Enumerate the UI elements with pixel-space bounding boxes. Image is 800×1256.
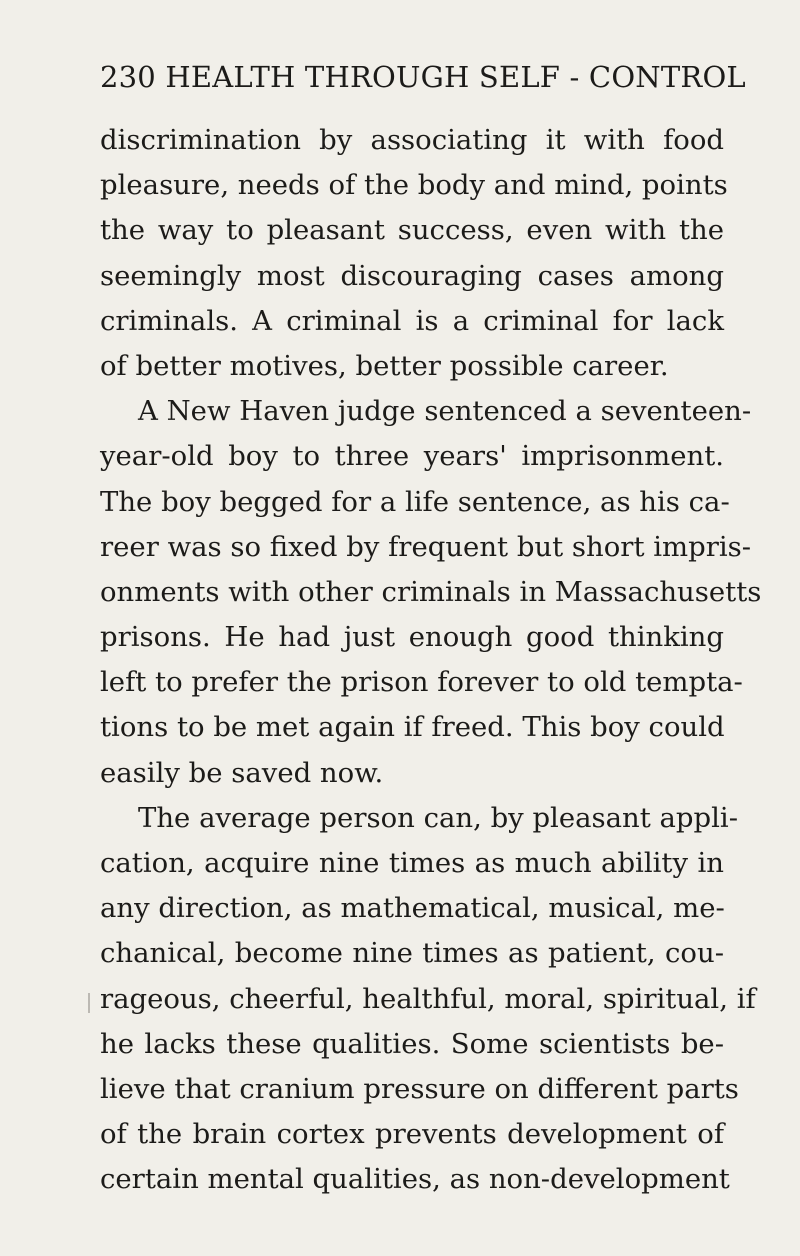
text-line: the way to pleasant success, even with the	[100, 214, 724, 247]
text-line: lieve that cranium pressure on different parts	[100, 1072, 739, 1105]
text-line: reer was so fixed by frequent but short impris-	[100, 530, 752, 563]
text-line: of better motives, better possible career.	[100, 349, 669, 382]
text-line: he lacks these qualities. Some scientists be-	[100, 1027, 724, 1060]
text-line: cation, acquire nine times as much ability in	[100, 847, 724, 879]
text-line: pleasure, needs of the body and mind, points	[100, 169, 728, 202]
running-title: HEALTH THROUGH SELF - CONTROL	[165, 60, 746, 94]
body-text	[100, 118, 762, 1203]
text-line: prisons. He had just enough good thinking	[100, 621, 724, 654]
text-line: chanical, become nine times as patient, cou-	[100, 937, 724, 970]
text-line: easily be saved now.	[100, 756, 384, 789]
text-line: The boy begged for a life sentence, as his ca-	[100, 485, 730, 518]
print-speck	[88, 993, 90, 1013]
paragraph-start-line: A New Haven judge sentenced a seventeen-	[138, 395, 752, 428]
page-number: 230	[100, 60, 156, 94]
text-line: year-old boy to three years' imprisonment.	[100, 440, 724, 473]
text-line: criminals. A criminal is a criminal for lack	[100, 304, 724, 337]
text-line: certain mental qualities, as non-development	[100, 1163, 730, 1196]
paragraph-start-line: The average person can, by pleasant appli-	[138, 801, 739, 834]
text-line: any direction, as mathematical, musical, me-	[100, 892, 725, 925]
text-line: onments with other criminals in Massachusetts	[100, 575, 762, 608]
text-line: discrimination by associating it with food	[100, 124, 724, 156]
text-line: of the brain cortex prevents development of	[100, 1118, 724, 1151]
text-line: rageous, cheerful, healthful, moral, spiritual, if	[100, 982, 756, 1015]
running-head	[100, 58, 746, 96]
text-line: seemingly most discouraging cases among	[100, 259, 724, 292]
text-line: tions to be met again if freed. This boy could	[100, 711, 725, 744]
text-line: left to prefer the prison forever to old tempta-	[100, 666, 743, 699]
